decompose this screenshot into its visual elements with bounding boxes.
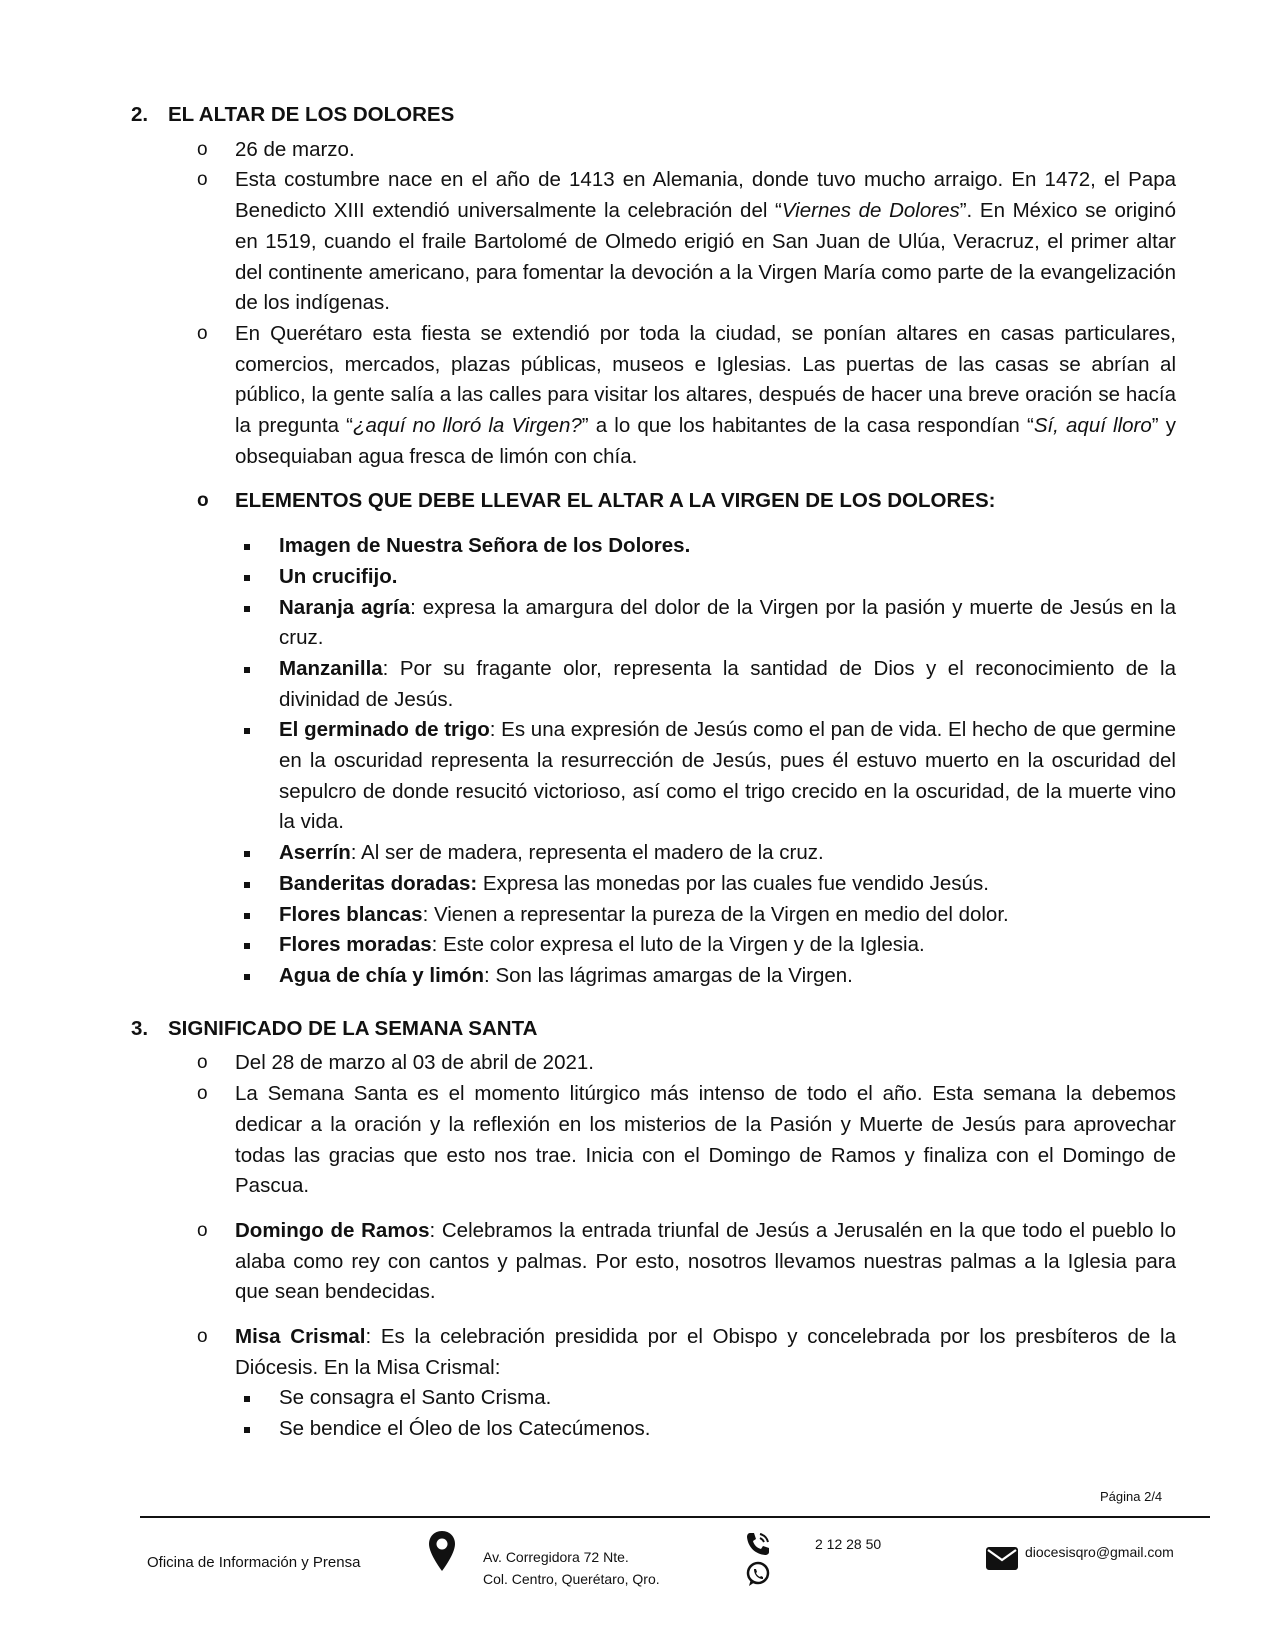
text-run: : Este color expresa el luto de la Virgen y de la Iglesia. — [431, 933, 925, 957]
list-item — [131, 1322, 1176, 1383]
text-run: Viernes de Dolores — [781, 199, 960, 223]
text-run: : Es la celebración presidida por el Obispo y concelebrada por los presbíteros de la Diócesis. En la Misa Crismal: — [235, 1325, 1176, 1379]
section-3-heading — [131, 1014, 1176, 1045]
list-item — [131, 562, 1176, 593]
section-number: 3. — [131, 1016, 149, 1040]
footer-office: Oficina de Información y Prensa — [147, 1554, 361, 1571]
envelope-icon — [985, 1545, 1019, 1571]
text-run: ” y obsequiaban agua fresca de limón con chía. — [235, 414, 1177, 468]
text-run: : Al ser de madera, representa el madero de la cruz. — [350, 841, 824, 865]
address-line: Av. Corregidora 72 Nte. — [483, 1549, 629, 1565]
phone-icon — [744, 1530, 772, 1558]
crismal-list — [131, 1383, 1176, 1444]
section-2-list — [131, 135, 1176, 517]
list-item — [131, 593, 1176, 654]
document-body — [131, 100, 1176, 1445]
list-item: o Del 28 de marzo al 03 de abril de 2021. — [131, 1048, 1176, 1079]
text-run: Manzanilla — [279, 656, 383, 680]
text-run: En Querétaro esta fiesta se extendió por toda la ciudad, se ponían altares en casas particulares, comercios, mercados, plazas públicas, museos e Iglesias. Las puertas de las casas se abrían al público, la gente salía a las calles para visitar los altares, después de hacer una breve oración se hacía la pregunta “ — [235, 321, 1176, 438]
list-item — [131, 319, 1176, 473]
altar-elements-list — [131, 531, 1176, 992]
text-run: Aserrín — [279, 841, 351, 865]
text-run: Se bendice el Óleo de los Catecúmenos. — [279, 1417, 651, 1441]
text-run: ” a lo que los habitantes de la casa respondían “ — [581, 414, 1034, 438]
section-title: EL ALTAR DE LOS DOLORES — [168, 103, 455, 126]
whatsapp-icon — [744, 1560, 772, 1588]
footer-address — [483, 1546, 660, 1590]
text-run: Sí, aquí lloro — [1033, 414, 1152, 438]
text-run: Imagen de Nuestra Señora de los Dolores. — [279, 534, 691, 558]
list-item — [131, 1414, 1176, 1445]
list-item — [131, 838, 1176, 869]
list-item — [131, 961, 1176, 992]
list-item — [131, 165, 1176, 319]
address-line: Col. Centro, Querétaro, Qro. — [483, 1571, 660, 1587]
text-run: Banderitas doradas: — [279, 871, 478, 895]
page-number: Página 2/4 — [1100, 1489, 1163, 1504]
text-run: Domingo de Ramos — [235, 1218, 430, 1242]
text-run: Esta costumbre nace en el año de 1413 en Alemania, donde tuvo mucho arraigo. En 1472, el Papa Benedicto XIII extendió universalmente la celebración del “ — [235, 168, 1176, 223]
text-run: Un crucifijo. — [279, 564, 398, 588]
text-run: Misa Crismal — [235, 1325, 366, 1349]
text-run: : Celebramos la entrada triunfal de Jesús a Jerusalén en la que todo el pueblo lo alaba como rey con cantos y palmas. Por esto, nosotros llevamos nuestras palmas a la Iglesia para que sean bendecidas. — [235, 1218, 1176, 1304]
text-run: Expresa las monedas por las cuales fue vendido Jesús. — [477, 871, 989, 895]
list-item — [131, 930, 1176, 961]
list-item — [131, 869, 1176, 900]
text-run: : Vienen a representar la pureza de la Virgen en medio del dolor. — [422, 902, 1009, 926]
text-run: Flores blancas — [279, 902, 423, 926]
text-run: : expresa la amargura del dolor de la Virgen por la pasión y muerte de Jesús en la cruz. — [279, 595, 1176, 650]
footer-phone: 2 12 28 50 — [815, 1536, 882, 1552]
text-run: Flores moradas — [279, 933, 432, 957]
section-2-heading — [131, 100, 1176, 131]
list-item — [131, 900, 1176, 931]
list-item — [131, 1079, 1176, 1202]
text-run: Agua de chía y limón — [279, 963, 485, 987]
elements-heading: o ELEMENTOS QUE DEBE LLEVAR EL ALTAR A LA VIRGEN DE LOS DOLORES: — [131, 486, 1176, 517]
list-item — [131, 1383, 1176, 1414]
footer-divider — [140, 1516, 1210, 1518]
text-run: ¿aquí no lloró la Virgen? — [353, 414, 582, 438]
list-item: o 26 de marzo. — [131, 135, 1176, 166]
list-item — [131, 1216, 1176, 1308]
list-item — [131, 715, 1176, 838]
text-run: : Es una expresión de Jesús como el pan de vida. El hecho de que germine en la oscuridad representa la resurrección de Jesús, pues él estuvo muerto en la oscuridad del sepulcro de donde resucitó victorioso, así como el trigo crecido en la oscuridad, de la muerte vino la vida. — [279, 718, 1177, 834]
section-title: SIGNIFICADO DE LA SEMANA SANTA — [168, 1016, 538, 1040]
text-run: ”. En México se originó en 1519, cuando el fraile Bartolomé de Olmedo erigió en San Juan de Ulúa, Veracruz, el primer altar del continente americano, para fomentar la devoción a la Virgen María como parte de la evangelización de los indígenas. — [235, 199, 1176, 315]
text-run: Naranja agría — [279, 595, 411, 619]
list-item — [131, 654, 1176, 715]
text-run: La Semana Santa es el momento litúrgico más intenso de todo el año. Esta semana la debemos dedicar a la oración y la reflexión en los misterios de la Pasión y Muerte de Jesús para aprovechar todas las gracias que esto nos trae. Inicia con el Domingo de Ramos y finaliza con el Domingo de Pascua. — [235, 1082, 1176, 1198]
section-number: 2. — [131, 103, 149, 126]
text-run: : Son las lágrimas amargas de la Virgen. — [484, 963, 853, 987]
text-run: Se consagra el Santo Crisma. — [279, 1386, 552, 1410]
section-3-list — [131, 1048, 1176, 1383]
map-pin-icon — [428, 1530, 456, 1572]
text-run: El germinado de trigo — [279, 718, 490, 742]
list-item — [131, 531, 1176, 562]
text-run: : Por su fragante olor, representa la santidad de Dios y el reconocimiento de la divinidad de Jesús. — [279, 656, 1176, 711]
footer-email: diocesisqro@gmail.com — [1025, 1544, 1174, 1560]
